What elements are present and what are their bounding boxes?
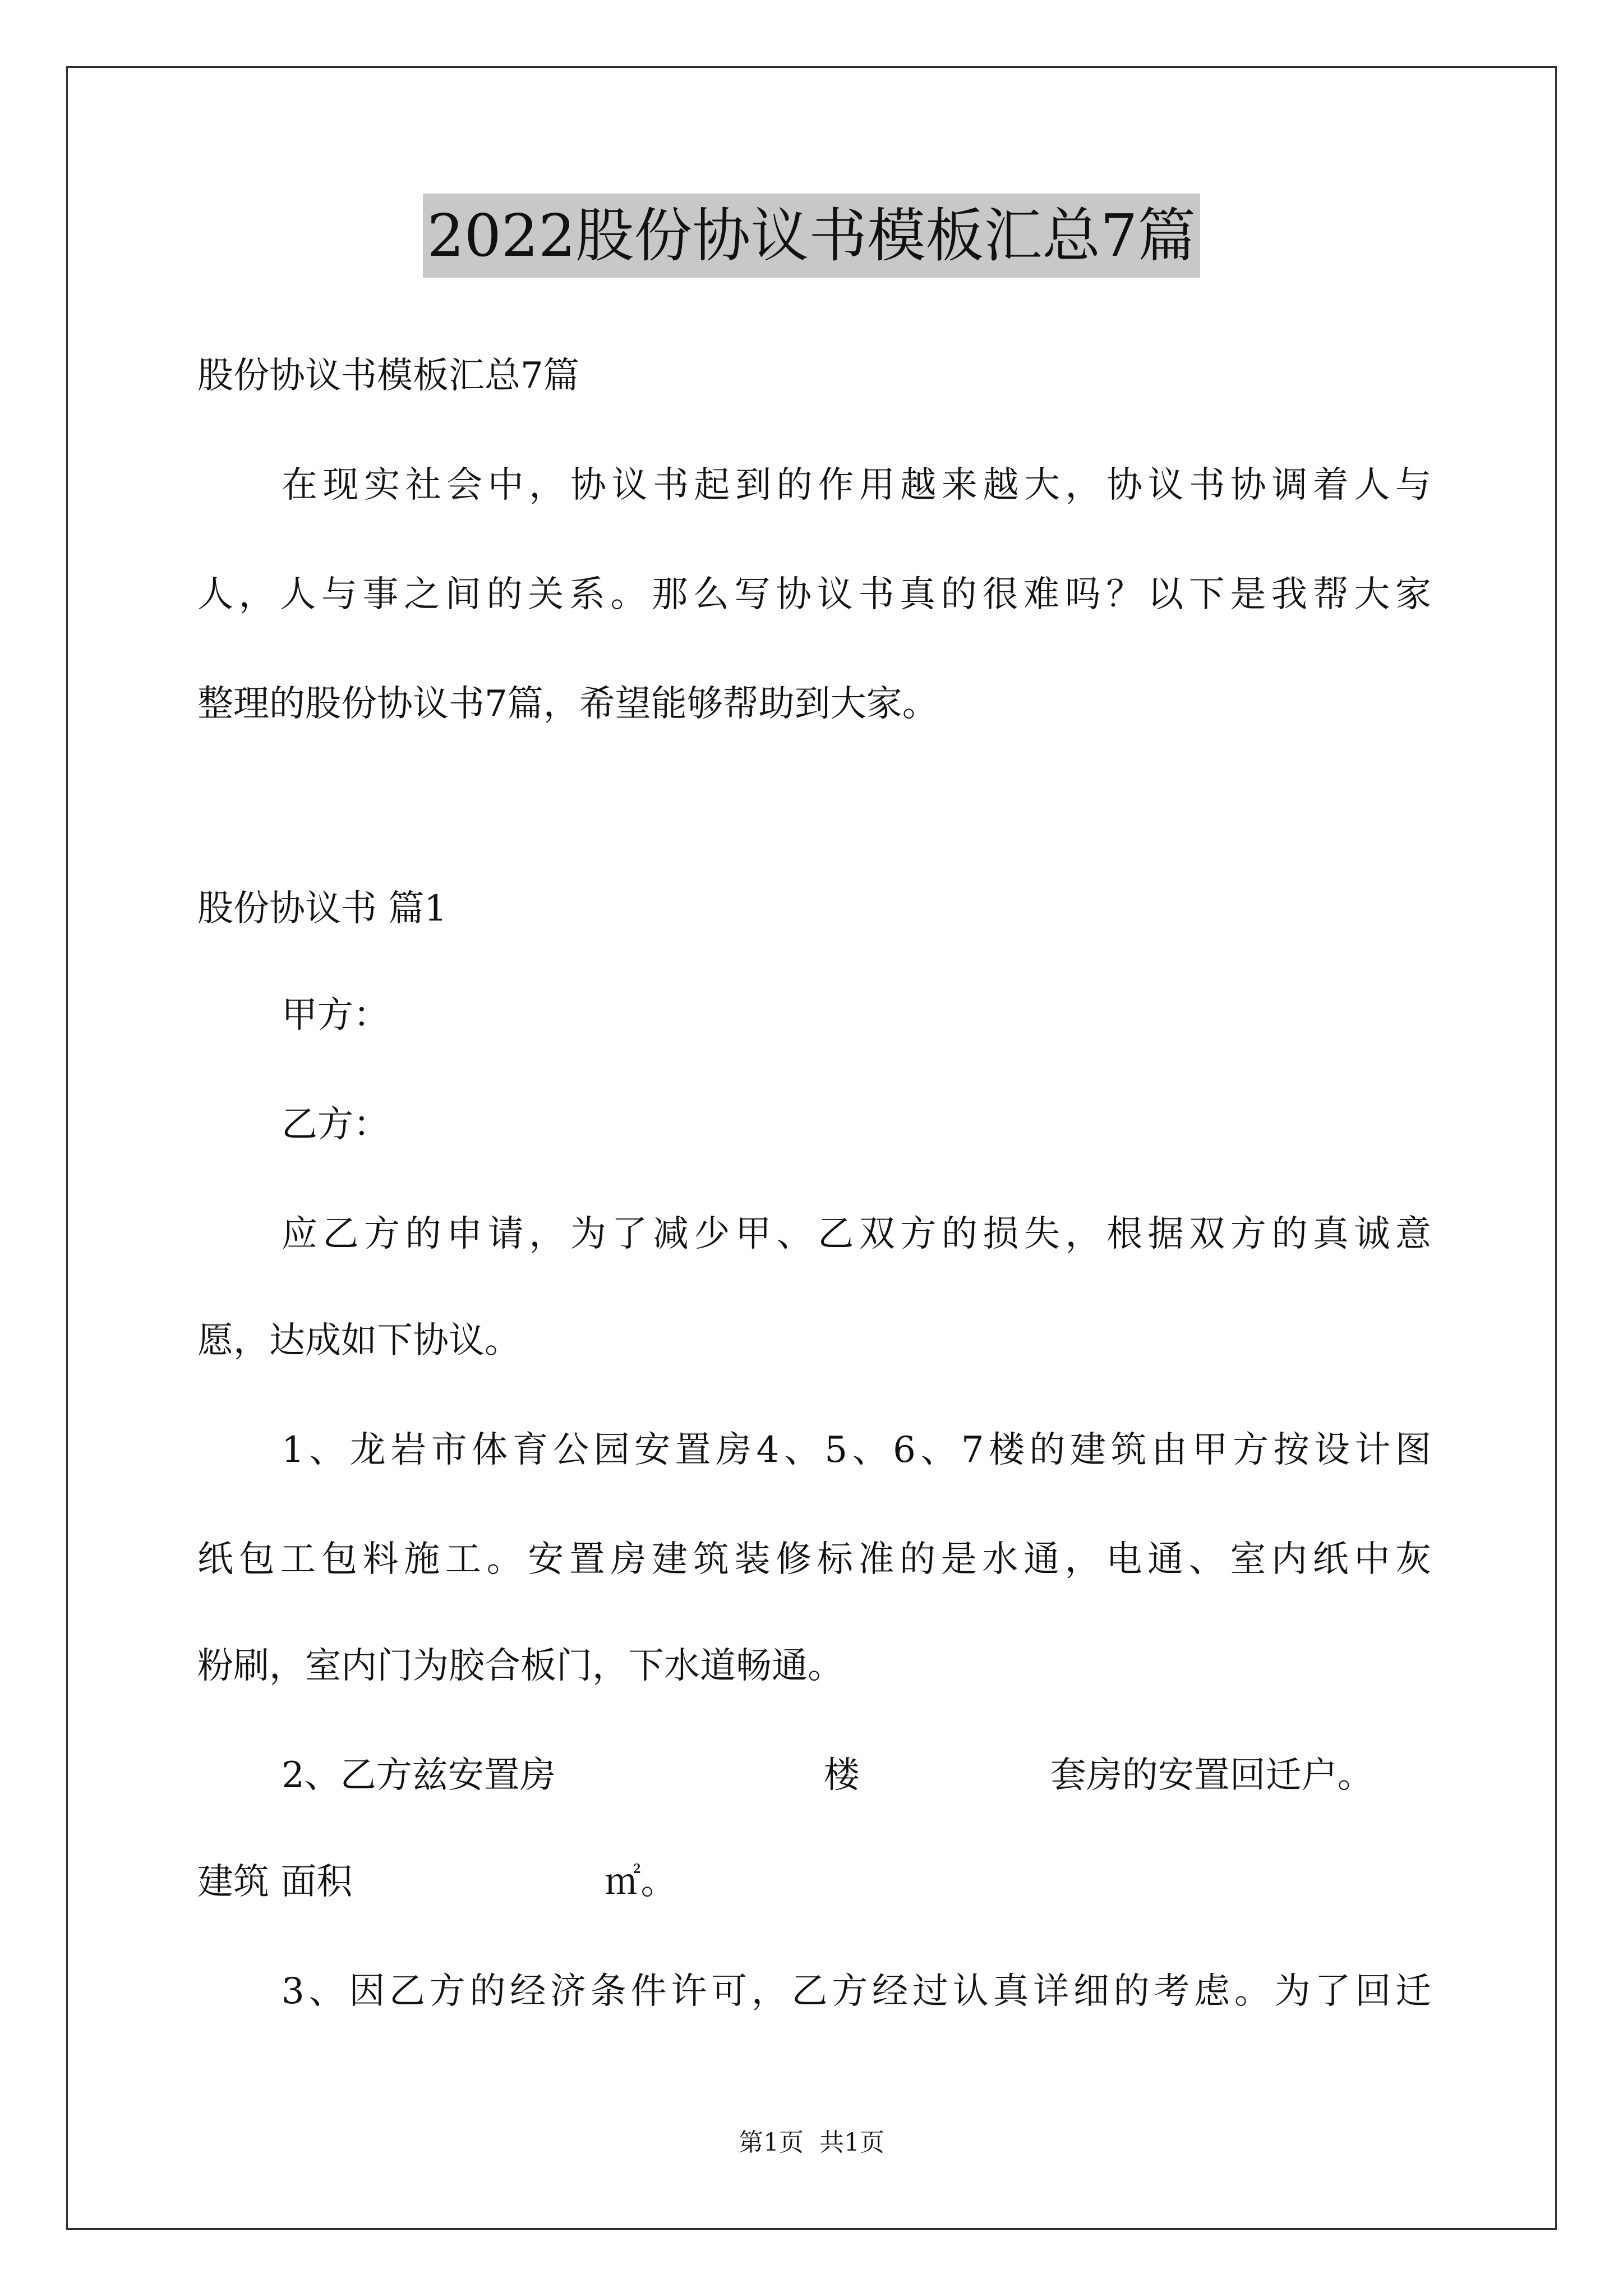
page-number: 第1页	[739, 2128, 804, 2157]
document-title: 2022股份协议书模板汇总7篇	[423, 194, 1201, 278]
clause2-text-2: 楼	[823, 1755, 860, 1796]
intro-line-3: 整理的股份协议书7篇，希望能够帮助到大家。	[197, 683, 938, 725]
clause1-line-1: 1、龙岩市体育公园安置房4、5、6、7楼的建筑由甲方按设计图	[282, 1429, 1431, 1471]
party-a-label: 甲方：	[282, 995, 389, 1036]
page-footer	[0, 2126, 1623, 2160]
clause2-line-2	[197, 1857, 676, 1907]
party-b-label: 乙方：	[282, 1104, 389, 1145]
clause2-line-1	[282, 1750, 1373, 1801]
section-heading: 股份协议书 篇1	[197, 888, 448, 930]
preamble-line-1: 应乙方的申请，为了减少甲、乙双方的损失，根据双方的真诚意	[282, 1213, 1431, 1255]
preamble-line-2: 愿，达成如下协议。	[197, 1320, 520, 1361]
intro-line-1: 在现实社会中，协议书起到的作用越来越大，协议书协调着人与	[282, 464, 1431, 506]
clause2-text-5: ㎡。	[605, 1861, 677, 1903]
clause2-text-4: 建筑 面积	[197, 1861, 353, 1903]
document-subtitle: 股份协议书模板汇总7篇	[197, 355, 579, 397]
intro-line-2: 人，人与事之间的关系。那么写协议书真的很难吗？以下是我帮大家	[197, 574, 1431, 615]
clause1-line-2: 纸包工包料施工。安置房建筑装修标准的是水通，电通、室内纸中灰	[197, 1539, 1431, 1580]
clause3-line-1: 3、因乙方的经济条件许可，乙方经过认真详细的考虑。为了回迁	[282, 1971, 1431, 2012]
page-total: 共1页	[819, 2128, 884, 2157]
title-container	[0, 194, 1623, 278]
clause2-text-3: 套房的安置回迁户。	[1050, 1755, 1373, 1796]
clause2-text-1: 2、乙方兹安置房	[282, 1755, 556, 1796]
clause1-line-3: 粉刷，室内门为胶合板门，下水道畅通。	[197, 1645, 843, 1687]
